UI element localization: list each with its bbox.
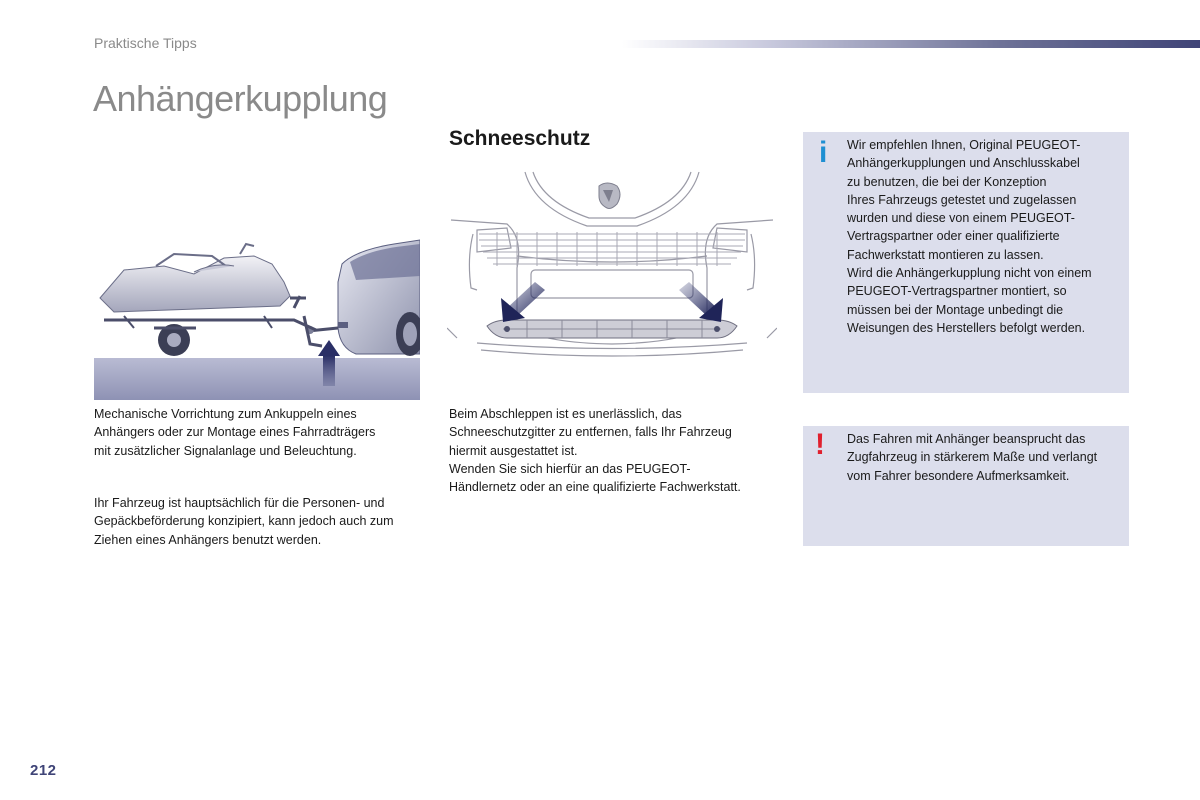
text-line: Ihr Fahrzeug ist hauptsächlich für die Personen- und bbox=[94, 496, 385, 510]
text-line: Händlernetz oder an eine qualifizierte Fachwerkstatt. bbox=[449, 480, 741, 495]
text-line: Ihres Fahrzeugs getestet und zugelassen bbox=[847, 192, 1077, 207]
section-label: Praktische Tipps bbox=[94, 35, 197, 51]
text-line: Anhängers oder zur Montage eines Fahrradträgers bbox=[94, 425, 376, 440]
arrow-down-left-icon bbox=[501, 282, 545, 322]
text-line: mit zusätzlicher Signalanlage und Beleuchtung. bbox=[94, 443, 357, 458]
towing-caption bbox=[94, 405, 424, 460]
snow-guard-illustration bbox=[447, 168, 777, 373]
text-line: Fachwerkstatt montieren zu lassen. bbox=[847, 247, 1044, 262]
warning-icon: ! bbox=[815, 428, 825, 461]
warning-box bbox=[803, 426, 1129, 546]
text-line: Wir empfehlen Ihnen, Original PEUGEOT- bbox=[847, 138, 1081, 152]
snow-guard-paragraph bbox=[449, 405, 779, 496]
warning-box-text bbox=[847, 430, 1125, 485]
info-icon: i bbox=[819, 136, 828, 169]
text-line: Anhängerkupplungen und Anschlusskabel bbox=[847, 156, 1080, 171]
text-line: Wird die Anhängerkupplung nicht von einem bbox=[847, 266, 1092, 281]
text-line: müssen bei der Montage unbedingt die bbox=[847, 302, 1064, 317]
peugeot-lion-icon bbox=[599, 183, 620, 209]
info-box bbox=[803, 132, 1129, 393]
text-line: Wenden Sie sich hierfür an das PEUGEOT- bbox=[449, 461, 691, 476]
text-line: Mechanische Vorrichtung zum Ankuppeln eines bbox=[94, 407, 357, 421]
section-title-schneeschutz: Schneeschutz bbox=[449, 127, 591, 150]
arrow-down-right-icon bbox=[679, 282, 723, 322]
text-line: wurden und diese von einem PEUGEOT- bbox=[847, 211, 1075, 226]
text-line: Gepäckbeförderung konzipiert, kann jedoch auch zum bbox=[94, 514, 394, 529]
towing-paragraph bbox=[94, 494, 424, 549]
page-number: 212 bbox=[30, 762, 57, 779]
page-title: Anhängerkupplung bbox=[93, 78, 388, 119]
header-gradient-bar bbox=[622, 40, 1200, 48]
text-line: Das Fahren mit Anhänger beansprucht das bbox=[847, 432, 1086, 446]
text-line: Vertragspartner oder einer qualifizierte bbox=[847, 229, 1060, 244]
text-line: Weisungen des Herstellers befolgt werden. bbox=[847, 320, 1086, 335]
text-line: PEUGEOT-Vertragspartner montiert, so bbox=[847, 284, 1067, 299]
text-line: hiermit ausgestattet ist. bbox=[449, 443, 578, 458]
text-line: Schneeschutzgitter zu entfernen, falls Ihr Fahrzeug bbox=[449, 425, 732, 440]
text-line: zu benutzen, die bei der Konzeption bbox=[847, 174, 1047, 189]
info-box-text bbox=[847, 136, 1125, 337]
towing-illustration bbox=[94, 236, 420, 400]
text-line: Ziehen eines Anhängers benutzt werden. bbox=[94, 532, 322, 547]
text-line: vom Fahrer besondere Aufmerksamkeit. bbox=[847, 468, 1070, 483]
text-line: Zugfahrzeug in stärkerem Maße und verlangt bbox=[847, 450, 1098, 465]
text-line: Beim Abschleppen ist es unerlässlich, das bbox=[449, 407, 682, 421]
